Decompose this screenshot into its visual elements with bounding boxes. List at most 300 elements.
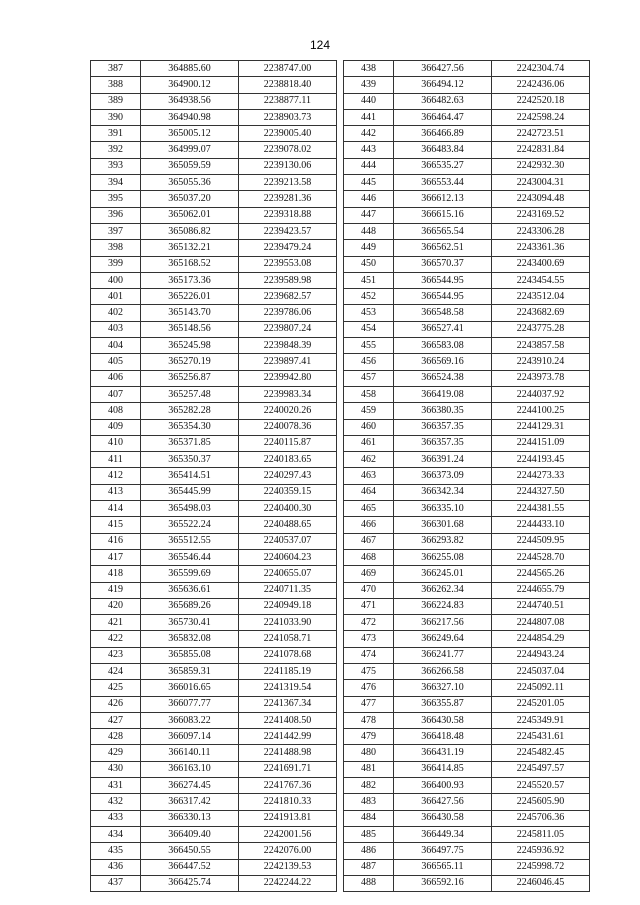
y-coordinate-cell: 2239213.58 xyxy=(239,175,337,191)
y-coordinate-cell: 2244854.29 xyxy=(492,631,590,647)
y-coordinate-cell: 2245497.57 xyxy=(492,761,590,777)
table-row xyxy=(344,843,590,859)
point-id-cell: 403 xyxy=(91,321,141,337)
table-row xyxy=(344,598,590,614)
y-coordinate-cell: 2240400.30 xyxy=(239,501,337,517)
x-coordinate-cell: 366355.87 xyxy=(394,696,492,712)
x-coordinate-cell: 366414.85 xyxy=(394,761,492,777)
point-id-cell: 456 xyxy=(344,354,394,370)
x-coordinate-cell: 365414.51 xyxy=(141,468,239,484)
table-row xyxy=(344,435,590,451)
point-id-cell: 395 xyxy=(91,191,141,207)
point-id-cell: 480 xyxy=(344,745,394,761)
y-coordinate-cell: 2239682.57 xyxy=(239,289,337,305)
point-id-cell: 449 xyxy=(344,240,394,256)
table-row xyxy=(91,305,337,321)
table-row xyxy=(91,729,337,745)
x-coordinate-cell: 366483.84 xyxy=(394,142,492,158)
y-coordinate-cell: 2240711.35 xyxy=(239,582,337,598)
point-id-cell: 433 xyxy=(91,810,141,826)
point-id-cell: 479 xyxy=(344,729,394,745)
y-coordinate-cell: 2244509.95 xyxy=(492,533,590,549)
point-id-cell: 483 xyxy=(344,794,394,810)
y-coordinate-cell: 2239897.41 xyxy=(239,354,337,370)
table-row xyxy=(91,517,337,533)
x-coordinate-cell: 366266.58 xyxy=(394,663,492,679)
y-coordinate-cell: 2239848.39 xyxy=(239,338,337,354)
y-coordinate-cell: 2241810.33 xyxy=(239,794,337,810)
point-id-cell: 470 xyxy=(344,582,394,598)
point-id-cell: 425 xyxy=(91,680,141,696)
x-coordinate-cell: 366524.38 xyxy=(394,370,492,386)
y-coordinate-cell: 2241033.90 xyxy=(239,615,337,631)
x-coordinate-cell: 365445.99 xyxy=(141,484,239,500)
point-id-cell: 424 xyxy=(91,663,141,679)
table-row xyxy=(91,256,337,272)
table-row xyxy=(344,826,590,842)
point-id-cell: 446 xyxy=(344,191,394,207)
point-id-cell: 393 xyxy=(91,158,141,174)
point-id-cell: 476 xyxy=(344,680,394,696)
table-row xyxy=(91,533,337,549)
table-row xyxy=(344,223,590,239)
x-coordinate-cell: 364885.60 xyxy=(141,61,239,77)
x-coordinate-cell: 366409.40 xyxy=(141,826,239,842)
table-row xyxy=(344,549,590,565)
x-coordinate-cell: 364900.12 xyxy=(141,77,239,93)
y-coordinate-cell: 2246046.45 xyxy=(492,875,590,891)
x-coordinate-cell: 366327.10 xyxy=(394,680,492,696)
x-coordinate-cell: 366527.41 xyxy=(394,321,492,337)
table-row xyxy=(91,859,337,875)
coordinate-table-right-body xyxy=(344,61,590,892)
y-coordinate-cell: 2238747.00 xyxy=(239,61,337,77)
x-coordinate-cell: 365371.85 xyxy=(141,435,239,451)
x-coordinate-cell: 366569.16 xyxy=(394,354,492,370)
x-coordinate-cell: 364940.98 xyxy=(141,109,239,125)
table-row xyxy=(344,272,590,288)
y-coordinate-cell: 2242244.22 xyxy=(239,875,337,891)
point-id-cell: 427 xyxy=(91,712,141,728)
y-coordinate-cell: 2241913.81 xyxy=(239,810,337,826)
x-coordinate-cell: 366255.08 xyxy=(394,549,492,565)
table-row xyxy=(91,191,337,207)
x-coordinate-cell: 366544.95 xyxy=(394,289,492,305)
point-id-cell: 431 xyxy=(91,778,141,794)
x-coordinate-cell: 366016.65 xyxy=(141,680,239,696)
point-id-cell: 406 xyxy=(91,370,141,386)
x-coordinate-cell: 366450.55 xyxy=(141,843,239,859)
y-coordinate-cell: 2241691.71 xyxy=(239,761,337,777)
y-coordinate-cell: 2243857.58 xyxy=(492,338,590,354)
point-id-cell: 432 xyxy=(91,794,141,810)
point-id-cell: 414 xyxy=(91,501,141,517)
y-coordinate-cell: 2241185.19 xyxy=(239,663,337,679)
x-coordinate-cell: 365350.37 xyxy=(141,452,239,468)
x-coordinate-cell: 365226.01 xyxy=(141,289,239,305)
point-id-cell: 388 xyxy=(91,77,141,93)
x-coordinate-cell: 366466.89 xyxy=(394,126,492,142)
point-id-cell: 429 xyxy=(91,745,141,761)
point-id-cell: 394 xyxy=(91,175,141,191)
table-row xyxy=(91,370,337,386)
y-coordinate-cell: 2243682.69 xyxy=(492,305,590,321)
point-id-cell: 422 xyxy=(91,631,141,647)
x-coordinate-cell: 366419.08 xyxy=(394,386,492,402)
table-row xyxy=(91,843,337,859)
table-row xyxy=(344,452,590,468)
point-id-cell: 442 xyxy=(344,126,394,142)
x-coordinate-cell: 365730.41 xyxy=(141,615,239,631)
x-coordinate-cell: 366431.19 xyxy=(394,745,492,761)
coordinate-table-left-body xyxy=(91,61,337,892)
x-coordinate-cell: 366163.10 xyxy=(141,761,239,777)
y-coordinate-cell: 2244037.92 xyxy=(492,386,590,402)
table-row xyxy=(91,875,337,891)
x-coordinate-cell: 365546.44 xyxy=(141,549,239,565)
table-row xyxy=(344,712,590,728)
point-id-cell: 417 xyxy=(91,549,141,565)
x-coordinate-cell: 365354.30 xyxy=(141,419,239,435)
point-id-cell: 411 xyxy=(91,452,141,468)
y-coordinate-cell: 2243004.31 xyxy=(492,175,590,191)
x-coordinate-cell: 366077.77 xyxy=(141,696,239,712)
table-row xyxy=(91,321,337,337)
y-coordinate-cell: 2244151.09 xyxy=(492,435,590,451)
point-id-cell: 474 xyxy=(344,647,394,663)
table-row xyxy=(344,386,590,402)
x-coordinate-cell: 366430.58 xyxy=(394,712,492,728)
point-id-cell: 485 xyxy=(344,826,394,842)
y-coordinate-cell: 2239589.98 xyxy=(239,272,337,288)
point-id-cell: 472 xyxy=(344,615,394,631)
table-row xyxy=(91,158,337,174)
table-row xyxy=(344,191,590,207)
table-row xyxy=(91,61,337,77)
y-coordinate-cell: 2241367.34 xyxy=(239,696,337,712)
point-id-cell: 473 xyxy=(344,631,394,647)
table-row xyxy=(344,810,590,826)
y-coordinate-cell: 2245431.61 xyxy=(492,729,590,745)
point-id-cell: 448 xyxy=(344,223,394,239)
y-coordinate-cell: 2239423.57 xyxy=(239,223,337,239)
point-id-cell: 482 xyxy=(344,778,394,794)
table-row xyxy=(91,680,337,696)
point-id-cell: 477 xyxy=(344,696,394,712)
x-coordinate-cell: 365055.36 xyxy=(141,175,239,191)
y-coordinate-cell: 2239281.36 xyxy=(239,191,337,207)
x-coordinate-cell: 365062.01 xyxy=(141,207,239,223)
x-coordinate-cell: 366140.11 xyxy=(141,745,239,761)
table-row xyxy=(344,533,590,549)
table-row xyxy=(91,386,337,402)
table-row xyxy=(91,93,337,109)
x-coordinate-cell: 366494.12 xyxy=(394,77,492,93)
x-coordinate-cell: 366535.27 xyxy=(394,158,492,174)
table-row xyxy=(344,582,590,598)
point-id-cell: 454 xyxy=(344,321,394,337)
y-coordinate-cell: 2245706.36 xyxy=(492,810,590,826)
y-coordinate-cell: 2243094.48 xyxy=(492,191,590,207)
y-coordinate-cell: 2239318.88 xyxy=(239,207,337,223)
y-coordinate-cell: 2243169.52 xyxy=(492,207,590,223)
y-coordinate-cell: 2242932.30 xyxy=(492,158,590,174)
y-coordinate-cell: 2242001.56 xyxy=(239,826,337,842)
table-row xyxy=(344,875,590,891)
y-coordinate-cell: 2244100.25 xyxy=(492,403,590,419)
point-id-cell: 488 xyxy=(344,875,394,891)
x-coordinate-cell: 366224.83 xyxy=(394,598,492,614)
x-coordinate-cell: 366357.35 xyxy=(394,419,492,435)
table-row xyxy=(91,647,337,663)
y-coordinate-cell: 2245811.05 xyxy=(492,826,590,842)
x-coordinate-cell: 366425.74 xyxy=(141,875,239,891)
x-coordinate-cell: 366447.52 xyxy=(141,859,239,875)
point-id-cell: 443 xyxy=(344,142,394,158)
y-coordinate-cell: 2244943.24 xyxy=(492,647,590,663)
point-id-cell: 390 xyxy=(91,109,141,125)
point-id-cell: 450 xyxy=(344,256,394,272)
table-row xyxy=(91,468,337,484)
table-row xyxy=(344,501,590,517)
table-row xyxy=(91,272,337,288)
x-coordinate-cell: 366274.45 xyxy=(141,778,239,794)
point-id-cell: 404 xyxy=(91,338,141,354)
table-row xyxy=(91,207,337,223)
table-row xyxy=(344,566,590,582)
x-coordinate-cell: 365512.55 xyxy=(141,533,239,549)
x-coordinate-cell: 366418.48 xyxy=(394,729,492,745)
y-coordinate-cell: 2241767.36 xyxy=(239,778,337,794)
y-coordinate-cell: 2241319.54 xyxy=(239,680,337,696)
x-coordinate-cell: 366612.13 xyxy=(394,191,492,207)
point-id-cell: 391 xyxy=(91,126,141,142)
x-coordinate-cell: 366583.08 xyxy=(394,338,492,354)
table-row xyxy=(344,696,590,712)
page-number: 124 xyxy=(309,38,331,52)
table-row xyxy=(344,109,590,125)
table-row xyxy=(344,126,590,142)
table-row xyxy=(91,223,337,239)
point-id-cell: 440 xyxy=(344,93,394,109)
y-coordinate-cell: 2243775.28 xyxy=(492,321,590,337)
point-id-cell: 419 xyxy=(91,582,141,598)
table-row xyxy=(344,794,590,810)
table-row xyxy=(344,647,590,663)
table-row xyxy=(91,126,337,142)
y-coordinate-cell: 2245936.92 xyxy=(492,843,590,859)
table-row xyxy=(91,484,337,500)
y-coordinate-cell: 2244129.31 xyxy=(492,419,590,435)
y-coordinate-cell: 2240359.15 xyxy=(239,484,337,500)
y-coordinate-cell: 2241442.99 xyxy=(239,729,337,745)
y-coordinate-cell: 2242598.24 xyxy=(492,109,590,125)
point-id-cell: 400 xyxy=(91,272,141,288)
point-id-cell: 462 xyxy=(344,452,394,468)
y-coordinate-cell: 2240949.18 xyxy=(239,598,337,614)
point-id-cell: 398 xyxy=(91,240,141,256)
x-coordinate-cell: 366615.16 xyxy=(394,207,492,223)
table-row xyxy=(344,338,590,354)
table-row xyxy=(91,142,337,158)
point-id-cell: 469 xyxy=(344,566,394,582)
y-coordinate-cell: 2243400.69 xyxy=(492,256,590,272)
point-id-cell: 434 xyxy=(91,826,141,842)
x-coordinate-cell: 366391.24 xyxy=(394,452,492,468)
x-coordinate-cell: 366373.09 xyxy=(394,468,492,484)
point-id-cell: 399 xyxy=(91,256,141,272)
y-coordinate-cell: 2243454.55 xyxy=(492,272,590,288)
y-coordinate-cell: 2245482.45 xyxy=(492,745,590,761)
table-row xyxy=(91,240,337,256)
point-id-cell: 402 xyxy=(91,305,141,321)
x-coordinate-cell: 366342.34 xyxy=(394,484,492,500)
table-row xyxy=(91,403,337,419)
table-row xyxy=(91,778,337,794)
y-coordinate-cell: 2239942.80 xyxy=(239,370,337,386)
x-coordinate-cell: 366293.82 xyxy=(394,533,492,549)
point-id-cell: 420 xyxy=(91,598,141,614)
y-coordinate-cell: 2244740.51 xyxy=(492,598,590,614)
y-coordinate-cell: 2244655.79 xyxy=(492,582,590,598)
point-id-cell: 463 xyxy=(344,468,394,484)
x-coordinate-cell: 366565.11 xyxy=(394,859,492,875)
x-coordinate-cell: 366301.68 xyxy=(394,517,492,533)
point-id-cell: 486 xyxy=(344,843,394,859)
table-row xyxy=(91,354,337,370)
y-coordinate-cell: 2240183.65 xyxy=(239,452,337,468)
point-id-cell: 468 xyxy=(344,549,394,565)
y-coordinate-cell: 2239807.24 xyxy=(239,321,337,337)
y-coordinate-cell: 2243361.36 xyxy=(492,240,590,256)
point-id-cell: 436 xyxy=(91,859,141,875)
x-coordinate-cell: 365859.31 xyxy=(141,663,239,679)
y-coordinate-cell: 2245998.72 xyxy=(492,859,590,875)
x-coordinate-cell: 366570.37 xyxy=(394,256,492,272)
x-coordinate-cell: 366562.51 xyxy=(394,240,492,256)
table-row xyxy=(344,305,590,321)
point-id-cell: 428 xyxy=(91,729,141,745)
x-coordinate-cell: 365599.69 xyxy=(141,566,239,582)
table-row xyxy=(91,501,337,517)
point-id-cell: 487 xyxy=(344,859,394,875)
x-coordinate-cell: 366357.35 xyxy=(394,435,492,451)
x-coordinate-cell: 365636.61 xyxy=(141,582,239,598)
y-coordinate-cell: 2242436.06 xyxy=(492,77,590,93)
table-row xyxy=(344,745,590,761)
table-row xyxy=(91,745,337,761)
x-coordinate-cell: 366430.58 xyxy=(394,810,492,826)
y-coordinate-cell: 2238903.73 xyxy=(239,109,337,125)
table-row xyxy=(344,615,590,631)
y-coordinate-cell: 2245201.05 xyxy=(492,696,590,712)
point-id-cell: 453 xyxy=(344,305,394,321)
x-coordinate-cell: 366565.54 xyxy=(394,223,492,239)
point-id-cell: 471 xyxy=(344,598,394,614)
point-id-cell: 457 xyxy=(344,370,394,386)
table-row xyxy=(344,859,590,875)
table-row xyxy=(91,419,337,435)
table-row xyxy=(91,77,337,93)
y-coordinate-cell: 2243973.78 xyxy=(492,370,590,386)
x-coordinate-cell: 365148.56 xyxy=(141,321,239,337)
point-id-cell: 481 xyxy=(344,761,394,777)
point-id-cell: 409 xyxy=(91,419,141,435)
table-row xyxy=(344,77,590,93)
x-coordinate-cell: 365522.24 xyxy=(141,517,239,533)
y-coordinate-cell: 2239005.40 xyxy=(239,126,337,142)
point-id-cell: 445 xyxy=(344,175,394,191)
y-coordinate-cell: 2244565.26 xyxy=(492,566,590,582)
y-coordinate-cell: 2240115.87 xyxy=(239,435,337,451)
point-id-cell: 412 xyxy=(91,468,141,484)
y-coordinate-cell: 2242304.74 xyxy=(492,61,590,77)
y-coordinate-cell: 2239553.08 xyxy=(239,256,337,272)
y-coordinate-cell: 2242076.00 xyxy=(239,843,337,859)
x-coordinate-cell: 366548.58 xyxy=(394,305,492,321)
y-coordinate-cell: 2242831.84 xyxy=(492,142,590,158)
table-row xyxy=(344,142,590,158)
x-coordinate-cell: 365132.21 xyxy=(141,240,239,256)
point-id-cell: 478 xyxy=(344,712,394,728)
x-coordinate-cell: 366262.34 xyxy=(394,582,492,598)
y-coordinate-cell: 2241488.98 xyxy=(239,745,337,761)
point-id-cell: 452 xyxy=(344,289,394,305)
y-coordinate-cell: 2242520.18 xyxy=(492,93,590,109)
point-id-cell: 484 xyxy=(344,810,394,826)
table-row xyxy=(344,517,590,533)
point-id-cell: 458 xyxy=(344,386,394,402)
y-coordinate-cell: 2242723.51 xyxy=(492,126,590,142)
table-row xyxy=(344,484,590,500)
x-coordinate-cell: 366241.77 xyxy=(394,647,492,663)
table-row xyxy=(91,289,337,305)
y-coordinate-cell: 2239130.06 xyxy=(239,158,337,174)
y-coordinate-cell: 2239786.06 xyxy=(239,305,337,321)
table-row xyxy=(91,582,337,598)
y-coordinate-cell: 2240488.65 xyxy=(239,517,337,533)
y-coordinate-cell: 2238877.11 xyxy=(239,93,337,109)
x-coordinate-cell: 365270.19 xyxy=(141,354,239,370)
point-id-cell: 437 xyxy=(91,875,141,891)
x-coordinate-cell: 365037.20 xyxy=(141,191,239,207)
table-row xyxy=(344,93,590,109)
x-coordinate-cell: 366427.56 xyxy=(394,794,492,810)
table-row xyxy=(344,778,590,794)
point-id-cell: 439 xyxy=(344,77,394,93)
table-row xyxy=(344,158,590,174)
table-row xyxy=(344,680,590,696)
y-coordinate-cell: 2245520.57 xyxy=(492,778,590,794)
y-coordinate-cell: 2240297.43 xyxy=(239,468,337,484)
y-coordinate-cell: 2244327.50 xyxy=(492,484,590,500)
table-row xyxy=(344,631,590,647)
x-coordinate-cell: 366335.10 xyxy=(394,501,492,517)
x-coordinate-cell: 365005.12 xyxy=(141,126,239,142)
x-coordinate-cell: 366400.93 xyxy=(394,778,492,794)
point-id-cell: 451 xyxy=(344,272,394,288)
point-id-cell: 459 xyxy=(344,403,394,419)
y-coordinate-cell: 2244193.45 xyxy=(492,452,590,468)
x-coordinate-cell: 366249.64 xyxy=(394,631,492,647)
x-coordinate-cell: 364938.56 xyxy=(141,93,239,109)
point-id-cell: 396 xyxy=(91,207,141,223)
table-row xyxy=(344,321,590,337)
table-row xyxy=(91,566,337,582)
point-id-cell: 397 xyxy=(91,223,141,239)
point-id-cell: 421 xyxy=(91,615,141,631)
x-coordinate-cell: 365689.26 xyxy=(141,598,239,614)
